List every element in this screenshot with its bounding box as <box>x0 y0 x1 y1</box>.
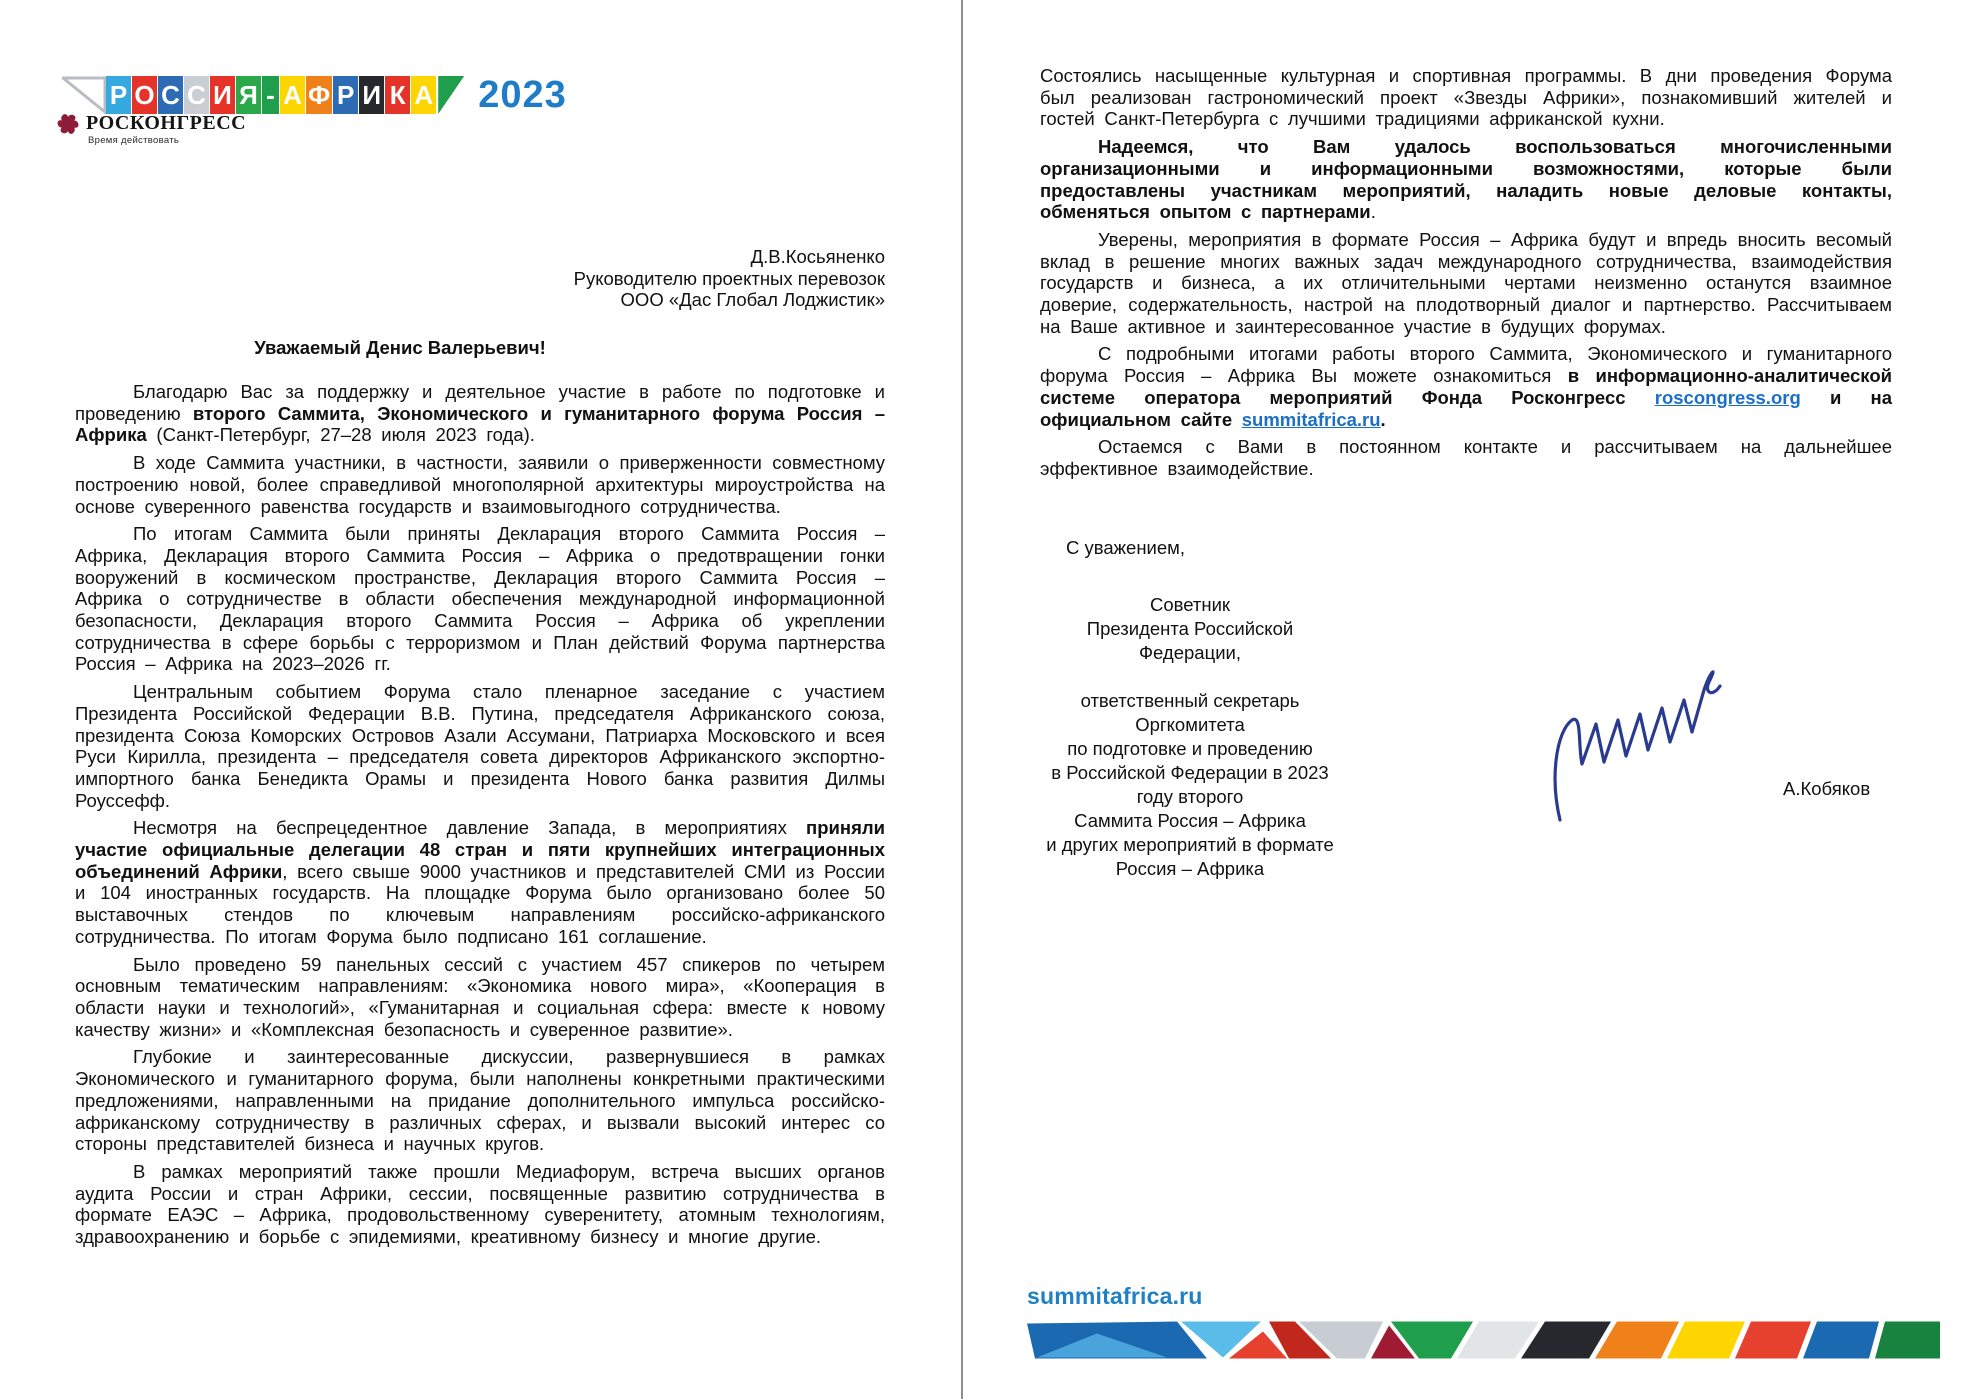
logo-lead-triangle <box>62 76 106 114</box>
logo-letter-tile: Я <box>236 76 261 114</box>
letter-paragraph <box>75 523 885 675</box>
text-segment: Глубокие и заинтересованные дискуссии, развернувшиеся в рамках Экономического и гуманитарного форума, были наполнены конкретными практическими предложениями, направленными на придание дополнительного импульса российско-африканскому сотрудничеству в различных сферах, и вызвали высокий интерес со стороны представителей бизнеса и научных кругов. <box>75 1046 885 1155</box>
logo-year: 2023 <box>478 74 567 116</box>
salutation: Уважаемый Денис Валерьевич! <box>254 337 546 358</box>
text-line: Д.В.Косьяненко <box>750 246 885 267</box>
signature-position-block <box>1040 593 1340 881</box>
logo-letter-tile: О <box>132 76 157 114</box>
logo-letter-tile: Р <box>333 76 358 114</box>
text-segment: второго Саммита, Экономического и гуманитарного форума Россия – Африка <box>75 402 886 446</box>
logo-letter-tile: А <box>411 76 436 114</box>
letter-paragraph <box>75 681 885 811</box>
text-segment: Уверены, мероприятия в формате Россия – Африка будут и впредь вносить весомый вклад в решение многих важных задач международного сотрудничества, взаимодействия государств и бизнеса, а их отличительными чертами неизменно останутся взаимное доверие, содержательность, настрой на плодотворный диалог и партнерство. Рассчитываем на Ваше активное и заинтересованное участие в будущих форумах. <box>1040 228 1892 337</box>
logo-letter-tile: И <box>210 76 235 114</box>
text-line: Руководителю проектных перевозок <box>573 267 885 289</box>
letter-paragraph <box>1040 136 1892 223</box>
text-line: в Российской Федерации в 2023 году второго <box>1051 762 1329 807</box>
text-segment: Надеемся, что Вам удалось воспользоваться многочисленными организационными и информационными возможностями, которые были предоставлены участникам мероприятий, наладить новые деловые контакты, обменяться опытом с партнерами <box>1040 136 1892 223</box>
roscongress-logo <box>56 112 246 146</box>
logo-letter-tile: Ф <box>306 76 332 114</box>
text-line: Саммита Россия – Африка <box>1074 810 1306 831</box>
page-divider <box>961 0 963 1399</box>
signer-name: А.Кобяков <box>1783 778 1871 799</box>
logo-letters <box>106 76 437 114</box>
text-segment: Было проведено 59 панельных сессий с участием 457 спикеров по четырем основным тематическим направлениям: «Экономика нового мира», «Кооперация в области науки и технологий», «Гуманитарная и социальная сфера: вместе к новому качеству жизни» и «Комплексная безопасность и суверенное развитие». <box>75 953 885 1040</box>
logo-letter-tile: Р <box>106 76 131 114</box>
logo-letter-tile: - <box>262 76 279 114</box>
letter-paragraph <box>1040 343 1892 430</box>
text-line: ответственный секретарь Оргкомитета <box>1080 690 1300 735</box>
roscongress-pinwheel-icon <box>56 112 80 136</box>
text-segment: Благодарю Вас за поддержку и деятельное участие в работе по подготовке и проведению <box>75 381 885 424</box>
text-segment: в информационно-аналитической системе оператора мероприятий Фонда Росконгресс <box>1040 365 1892 408</box>
logo-letter-tile: А <box>280 76 305 114</box>
roscongress-tagline: Время действовать <box>88 135 180 146</box>
closing-line: С уважением, <box>1066 537 1186 558</box>
text-segment: В ходе Саммита участники, в частности, заявили о приверженности совместному построению новой, более справедливой многополярной архитектуры мироустройства на основе суверенного равенства государств и взаимовыгодного сотрудничества. <box>75 452 885 517</box>
text-segment: Центральным событием Форума стало пленарное заседание с участием Президента Российской Федерации В.В. Путина, председателя Африканского союза, президента Союза Коморских Островов Азали Ассумани, Патриарха Московского и всея Руси Кирилла, президента – председателя совета директоров Африканского экспортно-импортного банка Бенедикта Орамы и президента Нового банка развития Дилмы Роуссефф. <box>75 681 885 811</box>
stripe-facet <box>1875 1322 1940 1359</box>
letter-paragraph <box>75 1046 885 1155</box>
text-line: ООО «Дас Глобал Лоджистик» <box>620 289 885 311</box>
text-segment: В рамках мероприятий также прошли Медиафорум, встреча высших органов аудита России и стран Африки, сессии, посвященные развитию сотрудничества в формате ЕАЭС – Африка, продовольственному суверенитету, атомным технологиям, здравоохранению и борьбе с эпидемиями, креативному бизнесу и многие другие. <box>75 1160 885 1248</box>
letter-paragraph <box>75 381 885 446</box>
letter-paragraph <box>75 817 885 947</box>
text-line: по подготовке и проведению <box>1067 738 1313 759</box>
text-segment: Состоялись насыщенные культурная и спортивная программы. В дни проведения Форума был реализован гастрономический проект «Звезды Африки», познакомивший жителей и гостей Санкт-Петербурга с лучшими традициями африканской кухни. <box>1040 65 1892 130</box>
roscongress-wordmark <box>86 112 246 146</box>
text-segment: (Санкт-Петербург, 27–28 июля 2023 года). <box>146 424 535 446</box>
footer-color-stripe <box>1027 1321 1940 1359</box>
text-segment: . <box>1380 408 1386 430</box>
footer-site-link[interactable]: summitafrica.ru <box>1027 1283 1203 1309</box>
letter-paragraph <box>75 452 885 517</box>
page1-body <box>75 381 885 1254</box>
logo-letter-tile: К <box>385 76 410 114</box>
russia-africa-logo <box>62 74 567 114</box>
letter-paragraph <box>75 954 885 1041</box>
stripe-facet <box>1667 1322 1745 1359</box>
logo-letter-tile: С <box>184 76 209 114</box>
letter-paragraph <box>1040 229 1892 338</box>
text-segment: Несмотря на беспрецедентное давление Запада, в мероприятиях <box>133 817 807 839</box>
text-line: и других мероприятий в формате <box>1046 834 1334 855</box>
link-roscongress.org[interactable]: roscongress.org <box>1654 386 1801 408</box>
link-summitafrica.ru[interactable]: summitafrica.ru <box>1241 408 1381 430</box>
text-segment: приняли участие официальные делегации 48 стран и пяти крупнейших интеграционных объединений Африки <box>75 817 885 882</box>
page2-body <box>1040 65 1892 486</box>
text-line: Президента Российской Федерации, <box>1086 618 1294 663</box>
stripe-facet <box>1735 1322 1811 1359</box>
stripe-facet <box>1803 1322 1879 1359</box>
text-line: Россия – Африка <box>1115 858 1265 879</box>
text-segment: По итогам Саммита были приняты Декларация второго Саммита Россия – Африка, Декларация второго Саммита Россия – Африка о предотвращении гонки вооружений в космическом пространстве, Декларация второго Саммита Россия – Африка о сотрудничестве в области обеспечения международной информационной безопасности, Декларация второго Саммита Россия – Африка об укреплении сотрудничества в сфере борьбы с терроризмом и План действий Форума партнерства Россия – Африка на 2023–2026 гг. <box>75 523 885 675</box>
text-segment: , всего свыше 9000 участников и представителей СМИ из России и 104 иностранных государств. На площадке Форума было организовано более 50 выставочных стендов по ключевым направлениям российско-африканского сотрудничества. По итогам Форума было подписано 161 соглашение. <box>75 860 885 947</box>
text-segment: . <box>1370 201 1376 223</box>
handwritten-signature <box>1548 628 1733 828</box>
letter-paragraph <box>1040 436 1892 479</box>
recipient-block <box>500 246 885 311</box>
logo-letter-tile: С <box>158 76 183 114</box>
logo-tail-triangle <box>438 76 464 114</box>
logo-letter-tile: И <box>359 76 384 114</box>
text-segment: и на официальном сайте <box>1040 386 1893 430</box>
text-segment: С подробными итогами работы второго Саммита, Экономического и гуманитарного форума Россия – Африка Вы можете ознакомиться <box>1040 343 1892 387</box>
text-line: Советник <box>1149 594 1231 615</box>
roscongress-name: РОСКОНГРЕСС <box>86 112 247 134</box>
text-segment: Остаемся с Вами в постоянном контакте и рассчитываем на дальнейшее эффективное взаимодействие. <box>1040 436 1892 479</box>
text-line <box>1040 665 1340 689</box>
letter-paragraph <box>1040 65 1892 130</box>
letter-paragraph <box>75 1161 885 1248</box>
